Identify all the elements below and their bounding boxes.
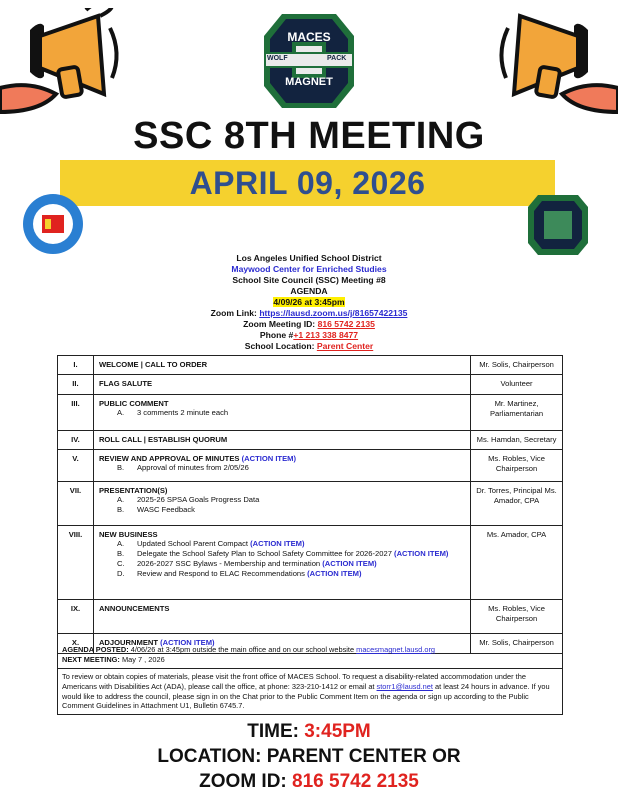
agenda-item-heading: [99, 604, 465, 613]
location-label: School Location:: [244, 341, 315, 351]
agenda-sub-item: [117, 549, 465, 559]
meeting-date: APRIL 09, 2026: [189, 165, 426, 201]
agenda-row: [58, 526, 563, 600]
sub-item-text: WASC Feedback: [136, 505, 195, 514]
agenda-row: [58, 600, 563, 634]
agenda-footer: [57, 642, 563, 715]
agenda-item-cell: [93, 375, 470, 395]
agenda-item-cell: [93, 450, 470, 482]
notice-text-2: at least 24 hours in advance. If you would like to address the council, please sign in on the Chat prior to the Public Comment Item on the agenda or sign up according to the Public Comment Guidelines in Attachment U1, Bulletin 6745.7.: [62, 681, 550, 711]
agenda-item-number: IV.: [58, 431, 94, 450]
location-value: Parent Center: [316, 341, 374, 351]
agenda-item-cell: [93, 395, 470, 431]
sub-item-letter: A.: [116, 539, 125, 548]
zoom-id-bottom-label: ZOOM ID:: [199, 771, 287, 792]
meeting-name: School Site Council (SSC) Meeting #8: [232, 275, 386, 285]
sub-item-letter: D.: [116, 569, 125, 578]
district-name: Los Angeles Unified School District: [236, 253, 382, 263]
agenda-row: [58, 431, 563, 450]
agenda-item-title: WELCOME | CALL TO ORDER: [98, 360, 208, 369]
agenda-sub-item: [117, 408, 465, 418]
school-website-link[interactable]: macesmagnet.lausd.org: [356, 645, 436, 654]
action-item-tag: (ACTION ITEM): [160, 638, 215, 647]
posted-label: AGENDA POSTED:: [62, 645, 129, 654]
posted-text: 4/06/26 at 3:45pm outside the main office and on our school website: [130, 645, 355, 654]
agenda-item-number: VIII.: [58, 526, 94, 600]
agenda-sub-item: [117, 539, 465, 549]
agenda-item-number: I.: [58, 356, 94, 375]
agenda-item-cell: [93, 356, 470, 375]
agenda-label: AGENDA: [290, 286, 328, 296]
agenda-item-title: PRESENTATION(S): [98, 486, 168, 495]
time-label: TIME:: [247, 721, 299, 742]
next-meeting-date: May 7 , 2026: [121, 655, 165, 664]
agenda-sub-item: [117, 495, 465, 505]
sub-item-body: [137, 463, 249, 473]
sub-item-letter: A.: [116, 495, 125, 504]
maces-small-logo: [526, 193, 590, 257]
agenda-presenter: Mr. Solis, Chairperson: [471, 634, 563, 654]
zoom-id: 816 5742 2135: [317, 319, 375, 329]
sub-item-text: Updated School Parent Compact: [136, 539, 248, 548]
agenda-item-number: VII.: [58, 482, 94, 526]
sub-item-body: [137, 539, 305, 549]
agenda-item-number: IX.: [58, 600, 94, 634]
agenda-item-heading: [99, 360, 465, 369]
time-line: [0, 721, 618, 743]
phone-number[interactable]: +1 213 338 8477: [293, 330, 359, 340]
agenda-item-title: ANNOUNCEMENTS: [98, 604, 170, 613]
logo-bottom-text: MAGNET: [285, 76, 333, 88]
logo-top-text: MACES: [287, 30, 331, 44]
agenda-row: [58, 450, 563, 482]
agenda-row: [58, 375, 563, 395]
megaphone-right-icon: [488, 8, 618, 118]
agenda-item-title: REVIEW AND APPROVAL OF MINUTES: [98, 454, 240, 463]
agenda-sub-item: [117, 463, 465, 473]
agenda-item-heading: [99, 435, 465, 444]
agenda-item-heading: [99, 454, 465, 463]
sub-item-text: Approval of minutes from 2/05/26: [136, 463, 249, 472]
agenda-item-title: ROLL CALL | ESTABLISH QUORUM: [98, 435, 228, 444]
agenda-presenter: Ms. Amador, CPA: [471, 526, 563, 600]
meeting-datetime: 4/09/26 at 3:45pm: [273, 297, 345, 307]
agenda-item-number: III.: [58, 395, 94, 431]
sub-item-letter: B.: [116, 505, 125, 514]
action-item-tag: (ACTION ITEM): [307, 569, 362, 578]
date-banner: [60, 160, 555, 206]
lausd-logo: [22, 193, 84, 255]
time-value: 3:45PM: [304, 721, 371, 742]
agenda-item-title: NEW BUSINESS: [98, 530, 158, 539]
zoom-link[interactable]: https://lausd.zoom.us/j/81657422135: [259, 308, 408, 318]
phone-label: Phone #: [259, 330, 294, 340]
agenda-item-title: ADJOURNMENT: [98, 638, 159, 647]
agenda-item-cell: [93, 482, 470, 526]
sub-item-letter: B.: [116, 549, 125, 558]
action-item-tag: (ACTION ITEM): [241, 454, 296, 463]
zoom-line: [0, 771, 618, 793]
school-name: Maywood Center for Enriched Studies: [231, 264, 387, 274]
megaphone-left-icon: [0, 8, 130, 118]
agenda-presenter: Ms. Robles, Vice Chairperson: [471, 600, 563, 634]
agenda-presenter: Ms. Hamdan, Secretary: [471, 431, 563, 450]
sub-item-body: [137, 569, 362, 579]
agenda-row: [58, 482, 563, 526]
contact-email-link[interactable]: storr1@lausd.net: [376, 681, 433, 691]
sub-item-body: [137, 549, 449, 559]
zoom-id-label: Zoom Meeting ID:: [243, 319, 316, 329]
agenda-header: [0, 253, 618, 352]
sub-item-text: Review and Respond to ELAC Recommendations: [136, 569, 305, 578]
agenda-item-heading: [99, 530, 465, 539]
agenda-row: [58, 356, 563, 375]
agenda-item-number: II.: [58, 375, 94, 395]
notice-text-1: To review or obtain copies of materials, please visit the front office of MACES School. To request a disability-related accommodation under the Americans with Disabilities Act (ADA), please call the office, at phone: 323-210-1412 or email at: [62, 672, 526, 691]
next-meeting-label: NEXT MEETING:: [62, 655, 120, 664]
sub-item-text: 2026-2027 SSC Bylaws - Membership and termination: [136, 559, 321, 568]
agenda-item-number: X.: [58, 634, 94, 654]
sub-item-body: [137, 505, 195, 515]
sub-item-body: [137, 559, 377, 569]
action-item-tag: (ACTION ITEM): [250, 539, 305, 548]
agenda-presenter: Volunteer: [471, 375, 563, 395]
logo-right-text: PACK: [327, 55, 347, 62]
agenda-item-cell: [93, 600, 470, 634]
logo-left-text: WOLF: [267, 55, 288, 62]
agenda-table: [57, 355, 563, 654]
agenda-item-title: PUBLIC COMMENT: [98, 399, 169, 408]
page-title: SSC 8TH MEETING: [133, 115, 485, 157]
sub-item-letter: B.: [116, 463, 125, 472]
agenda-item-heading: [99, 486, 465, 495]
agenda-item-number: V.: [58, 450, 94, 482]
sub-item-body: [137, 408, 228, 418]
sub-item-text: Delegate the School Safety Plan to School Safety Committee for 2026-2027: [136, 549, 392, 558]
agenda-sub-item: [117, 559, 465, 569]
agenda-presenter: Mr. Martinez, Parliamentarian: [471, 395, 563, 431]
sub-item-body: [137, 495, 259, 505]
agenda-presenter: Mr. Solis, Chairperson: [471, 356, 563, 375]
agenda-item-cell: [93, 526, 470, 600]
agenda-row: [58, 395, 563, 431]
sub-item-letter: C.: [116, 559, 125, 568]
agenda-presenter: Dr. Torres, Principal Ms. Amador, CPA: [471, 482, 563, 526]
agenda-item-cell: [93, 431, 470, 450]
action-item-tag: (ACTION ITEM): [394, 549, 449, 558]
location-line: LOCATION: PARENT CENTER OR: [157, 746, 461, 767]
sub-item-text: 3 comments 2 minute each: [136, 408, 229, 417]
zoom-id-bottom-value: 816 5742 2135: [292, 771, 419, 792]
action-item-tag: (ACTION ITEM): [322, 559, 377, 568]
agenda-item-heading: [99, 379, 465, 388]
zoom-link-label: Zoom Link:: [210, 308, 257, 318]
agenda-sub-item: [117, 505, 465, 515]
agenda-item-heading: [99, 399, 465, 408]
sub-item-letter: A.: [116, 408, 125, 417]
agenda-item-title: FLAG SALUTE: [98, 379, 153, 388]
agenda-sub-item: [117, 569, 465, 579]
agenda-presenter: Ms. Robles, Vice Chairperson: [471, 450, 563, 482]
sub-item-text: 2025-26 SPSA Goals Progress Data: [136, 495, 260, 504]
